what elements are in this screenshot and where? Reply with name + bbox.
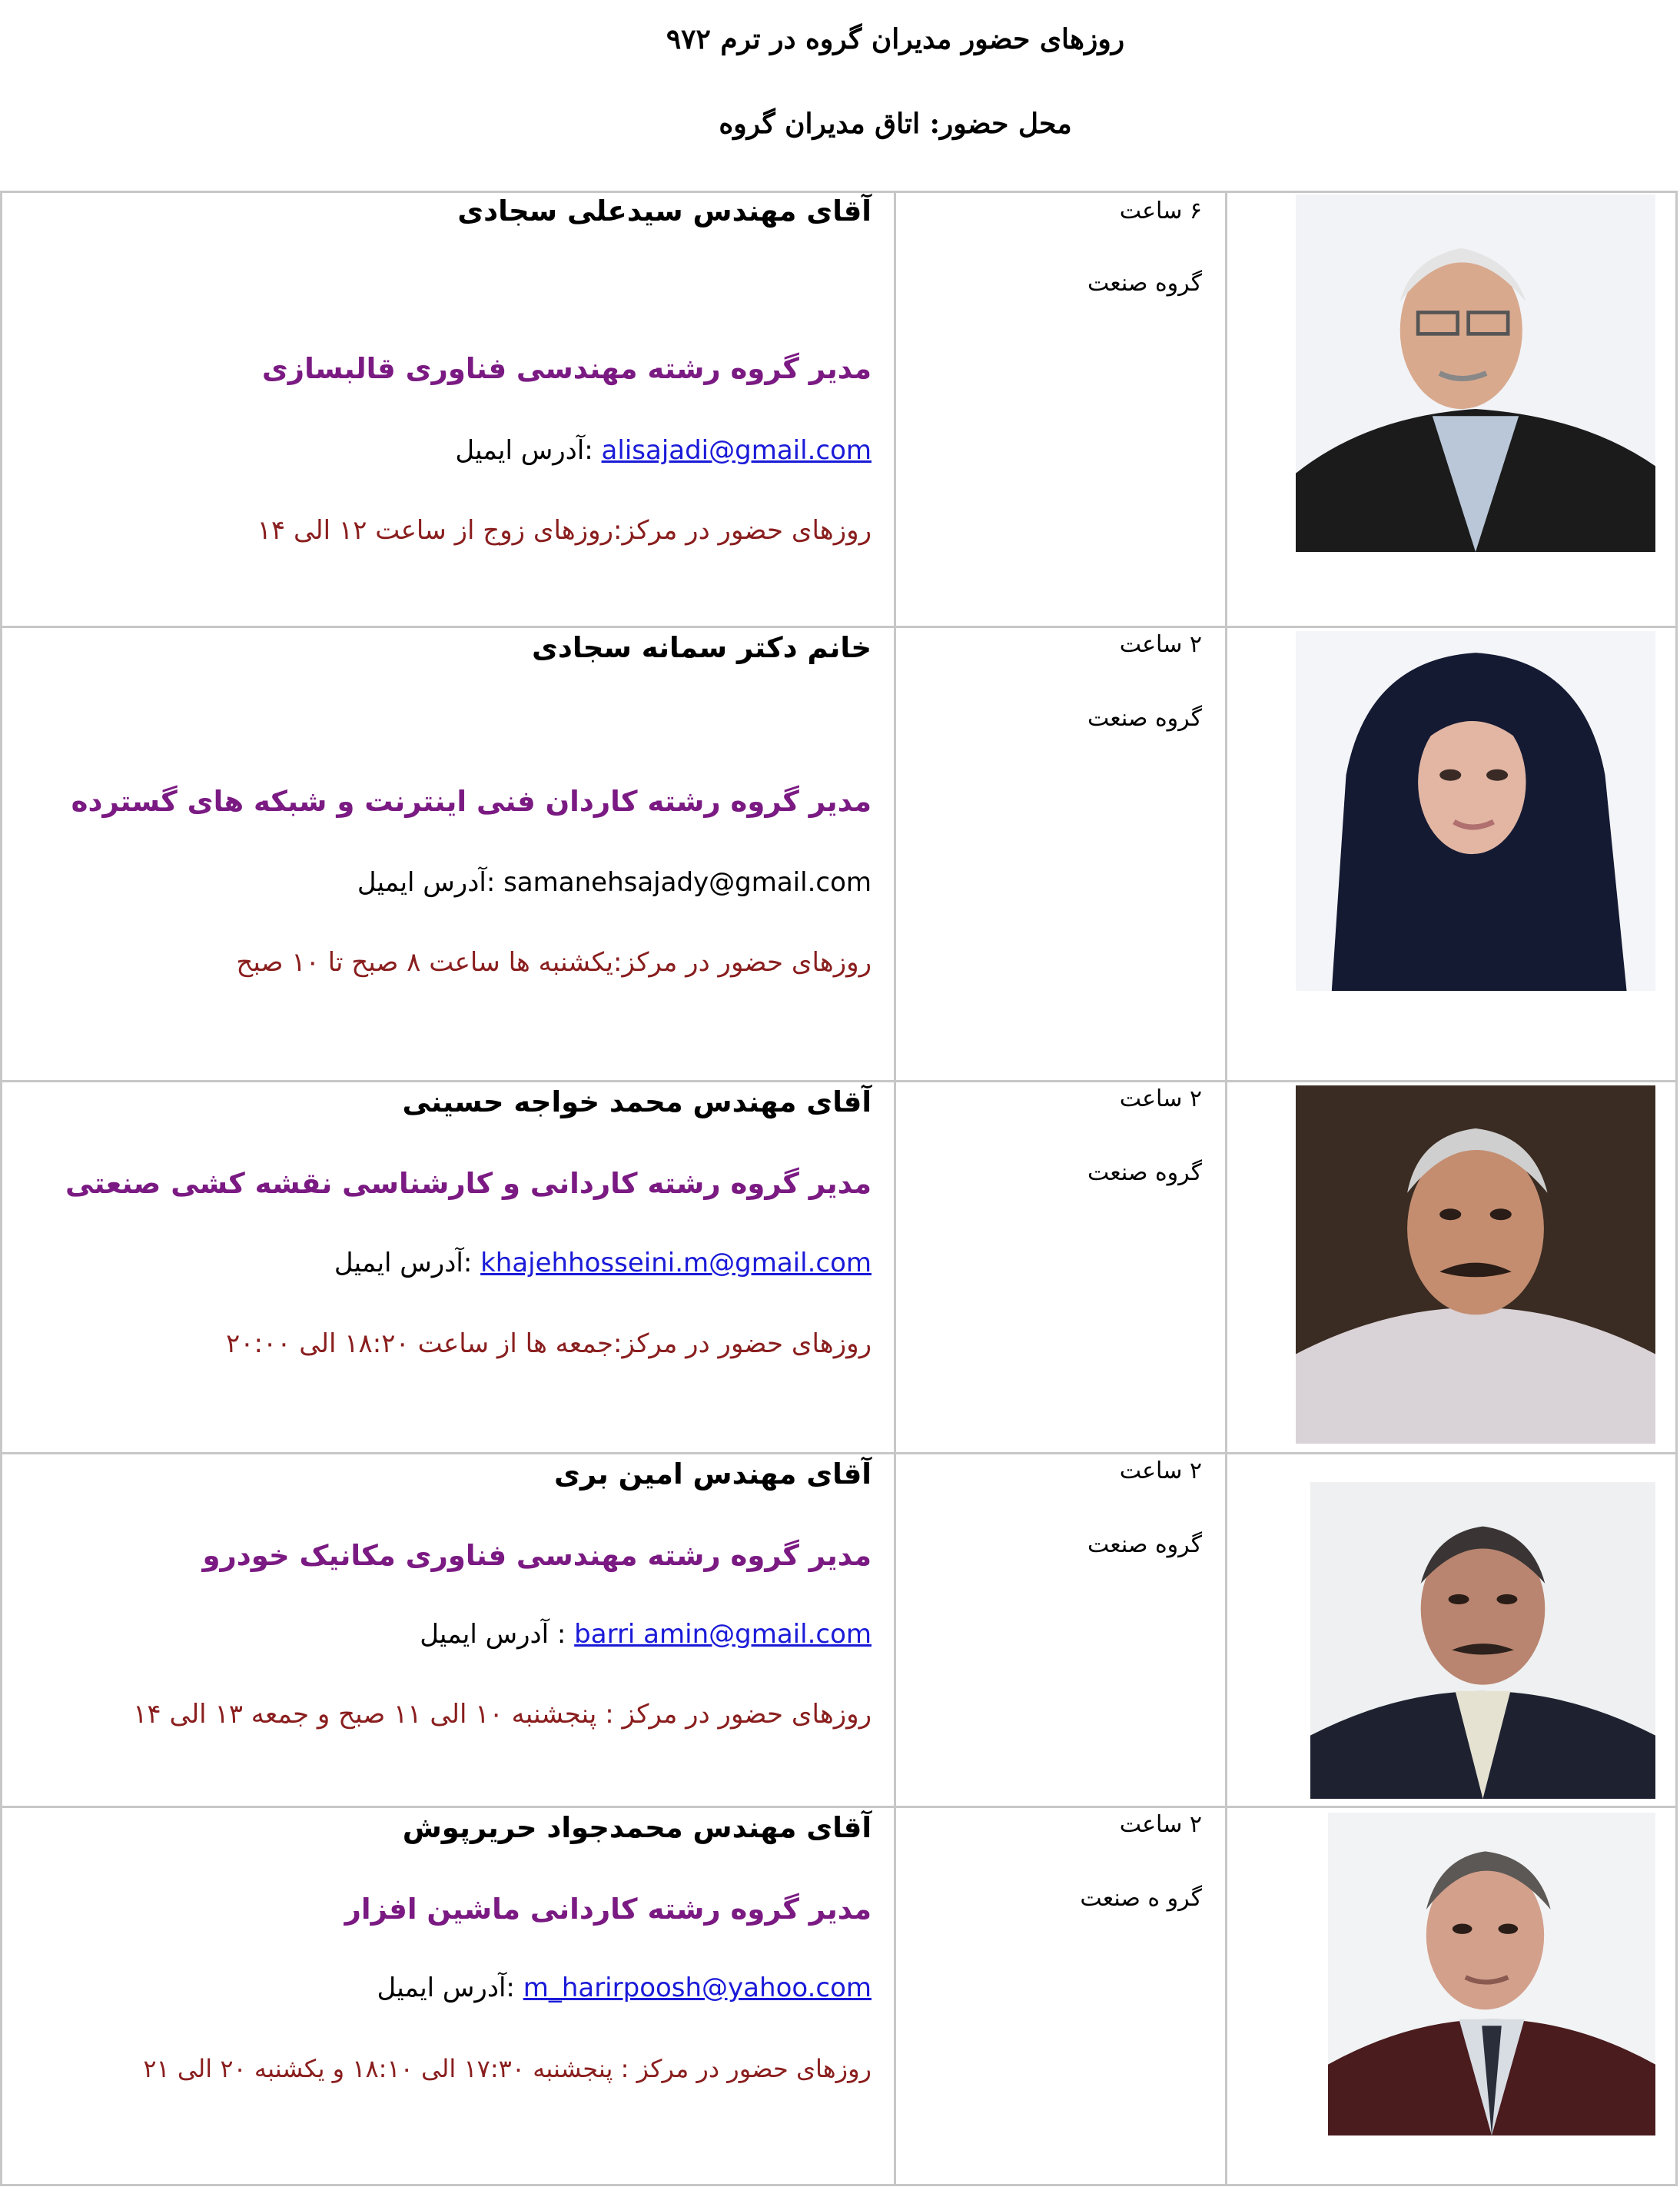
portrait-photo	[1310, 1482, 1655, 1799]
manager-row	[0, 1806, 1678, 2186]
manager-role: مدیر گروه رشته کاردانی و کارشناسی نقشه کشی صنعتی	[65, 1167, 872, 1200]
email-link[interactable]: barri amin@gmail.com	[574, 1619, 872, 1650]
hours-label: ۲ ساعت	[1119, 631, 1202, 658]
manager-role: مدیر گروه رشته مهندسی فناوری قالبسازی	[261, 352, 872, 385]
email-label: :آدرس ایمیل	[334, 1248, 473, 1278]
hours-label: ۲ ساعت	[1119, 1811, 1202, 1838]
portrait-photo	[1328, 1813, 1655, 2135]
email-label: : آدرس ایمیل	[420, 1619, 566, 1650]
attendance-days: روزهای حضور در مرکز : پنجشنبه ۱۰ الی ۱۱ صبح و جمعه ۱۳ الی ۱۴	[133, 1699, 872, 1730]
hours-label: ۶ ساعت	[1119, 198, 1202, 224]
group-label: گروه صنعت	[1087, 270, 1202, 297]
manager-name: آقای مهندس محمدجواد حریرپوش	[402, 1811, 872, 1844]
group-label: گرو ه صنعت	[1080, 1885, 1202, 1912]
manager-name: خانم دکتر سمانه سجادی	[532, 631, 872, 664]
email-label: :آدرس ایمیل	[455, 435, 593, 466]
attendance-days: روزهای حضور در مرکز : پنجشنبه ۱۷:۳۰ الی ۱۸:۱۰ و یکشنبه ۲۰ الی ۲۱	[143, 2054, 872, 2083]
email-link[interactable]: khajehhosseini.m@gmail.com	[480, 1248, 872, 1278]
email-link[interactable]: alisajadi@gmail.com	[601, 435, 872, 466]
email-line	[334, 1248, 872, 1278]
manager-role: مدیر گروه رشته کاردانی ماشین افزار	[344, 1893, 872, 1926]
email-text: samanehsajady@gmail.com	[503, 867, 872, 898]
page-title: روزهای حضور مدیران گروه در ترم ۹۷۲	[666, 23, 1125, 55]
email-line	[357, 867, 872, 898]
attendance-days: روزهای حضور در مرکز:روزهای زوج از ساعت ۱۲ الی ۱۴	[257, 515, 872, 546]
group-label: گروه صنعت	[1087, 705, 1202, 732]
manager-row	[0, 1080, 1678, 1454]
manager-row	[0, 626, 1678, 1082]
manager-name: آقای مهندس محمد خواجه حسینی	[402, 1085, 872, 1118]
hours-label: ۲ ساعت	[1119, 1457, 1202, 1484]
email-line	[455, 435, 872, 466]
email-label: :آدرس ایمیل	[377, 1973, 515, 2003]
group-label: گروه صنعت	[1087, 1531, 1202, 1558]
manager-name: آقای مهندس سیدعلی سجادی	[457, 194, 872, 228]
email-link[interactable]: m_harirpoosh@yahoo.com	[523, 1973, 872, 2003]
email-line	[377, 1973, 872, 2003]
manager-row	[0, 191, 1678, 628]
attendance-days: روزهای حضور در مرکز:جمعه ها از ساعت ۱۸:۲۰ الی ۲۰:۰۰	[225, 1328, 872, 1359]
email-line	[420, 1619, 872, 1650]
portrait-photo	[1296, 631, 1655, 991]
group-label: گروه صنعت	[1087, 1159, 1202, 1186]
manager-name: آقای مهندس امین بری	[553, 1457, 872, 1491]
location-subtitle: محل حضور: اتاق مدیران گروه	[719, 108, 1072, 140]
hours-label: ۲ ساعت	[1119, 1085, 1202, 1112]
attendance-days: روزهای حضور در مرکز:یکشنبه ها ساعت ۸ صبح تا ۱۰ صبح	[236, 947, 872, 978]
portrait-photo	[1296, 1085, 1655, 1444]
email-label: :آدرس ایمیل	[357, 867, 496, 898]
portrait-photo	[1296, 194, 1655, 552]
manager-role: مدیر گروه رشته کاردان فنی اینترنت و شبکه های گسترده	[71, 785, 872, 818]
manager-row	[0, 1452, 1678, 1808]
manager-role: مدیر گروه رشته مهندسی فناوری مکانیک خودرو	[202, 1539, 872, 1572]
